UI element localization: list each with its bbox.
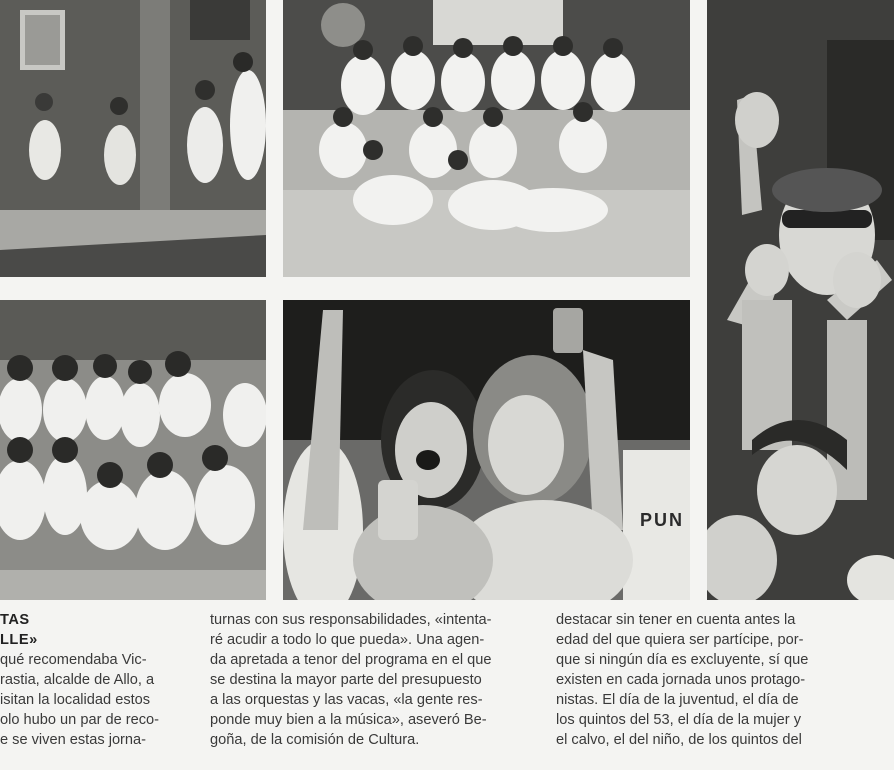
text-line: destacar sin tener en cuenta antes la [556,612,796,628]
text-line: los quintos del 53, el día de la mujer y [556,712,801,728]
text-line: da apretada a tenor del programa en el que [210,652,492,668]
article-column-right [556,610,894,750]
text-line: e se viven estas jorna- [0,732,147,748]
text-line: goña, de la comisión de Cultura. [210,732,420,748]
sign-text: PUN [639,510,684,530]
text-line: que si ningún día es excluyente, sí que [556,652,809,668]
text-line: turnas con sus responsabilidades, «intenta- [210,612,492,628]
photo-two-women-celebrating [283,300,690,600]
text-line: ponde muy bien a la música», aseveró Be- [210,712,487,728]
text-line: el calvo, el del niño, de los quintos del [556,732,802,748]
text-line: isitan la localidad estos [0,692,151,708]
text-line: se destina la mayor parte del presupuesto [210,672,482,688]
photo-group-in-white [283,0,690,277]
text-line: a las orquestas y las vacas, «la gente res- [210,692,483,708]
heading-line: TAS [0,612,30,628]
text-line: olo hubo un par de reco- [0,712,160,728]
heading-line: LLE» [0,632,38,648]
article-column-middle [210,610,540,750]
text-line: nistas. El día de la juventud, el día de [556,692,799,708]
text-line: rastia, alcalde de Allo, a [0,672,155,688]
text-line: ré acudir a todo lo que pueda». Una agen- [210,632,485,648]
photo-women-group [0,300,266,600]
text-line: edad del que quiera ser partícipe, por- [556,632,804,648]
text-line: qué recomendaba Vic- [0,652,147,668]
text-line: existen en cada jornada unos protago- [556,672,806,688]
photo-street-scene [0,0,266,277]
photo-crowd-hands [707,0,894,600]
